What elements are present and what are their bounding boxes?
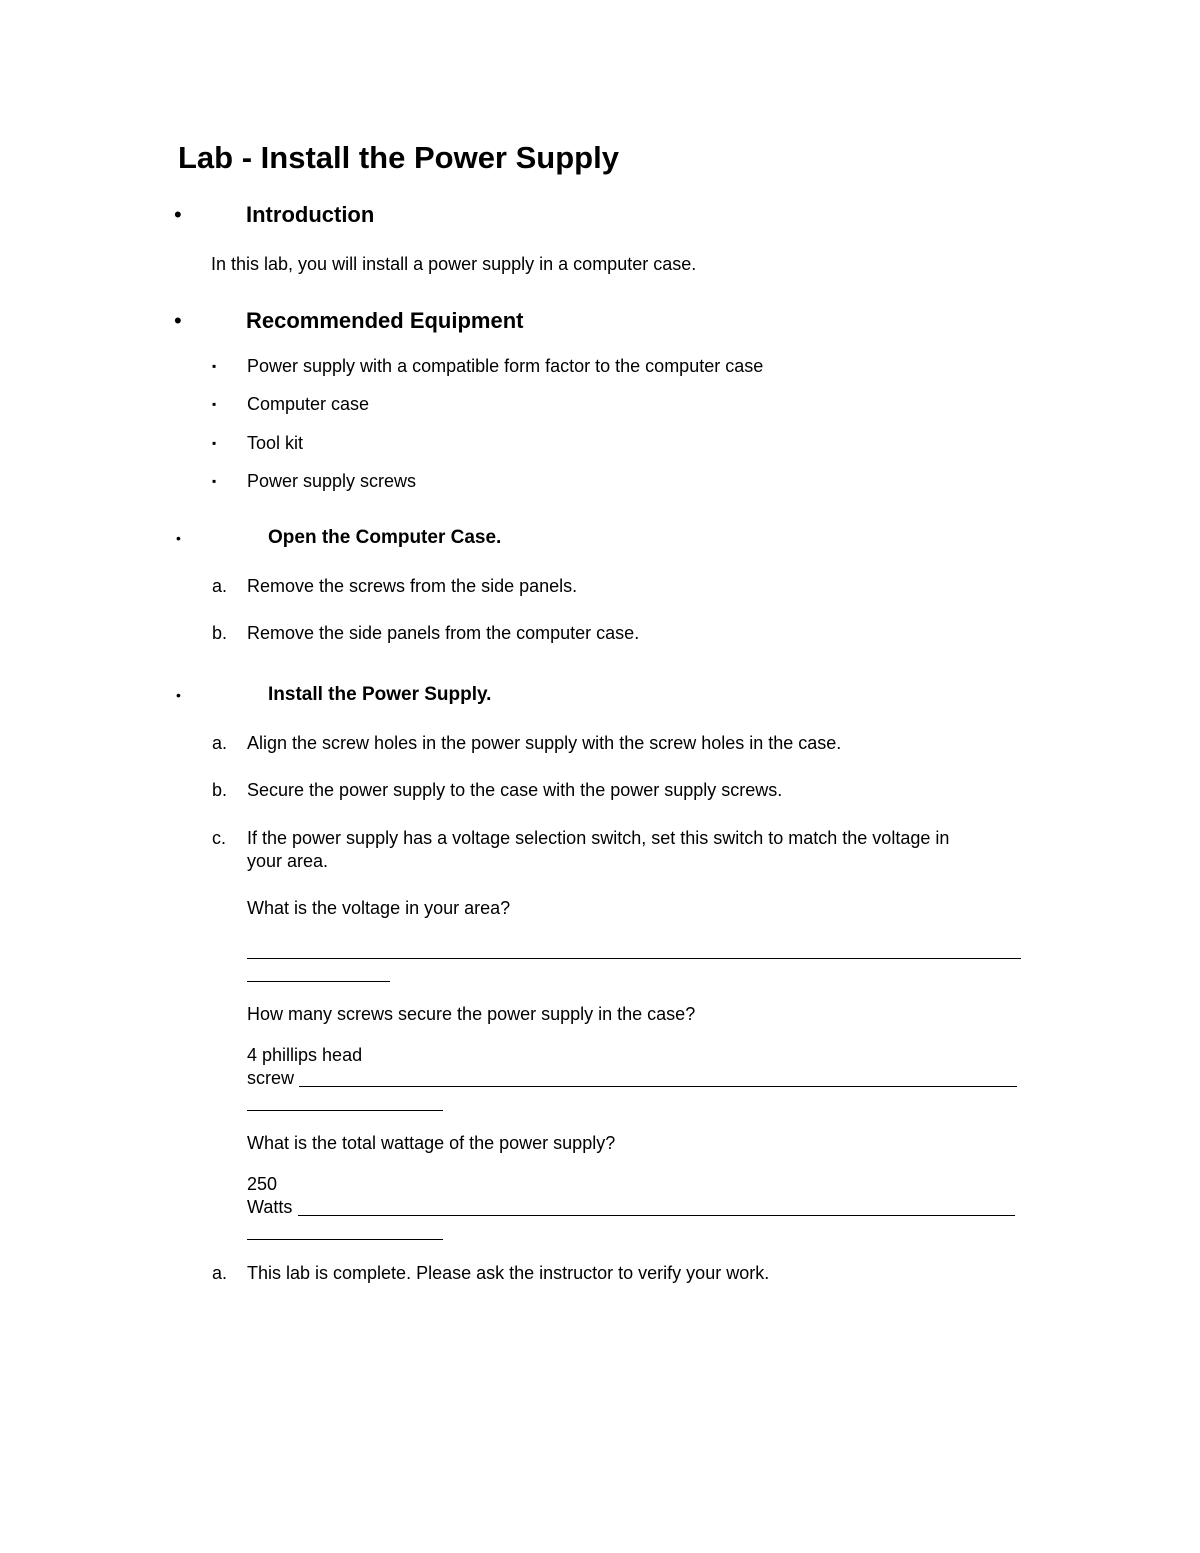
list-bullet: ▪ — [212, 397, 217, 411]
open-case-heading: Open the Computer Case. — [268, 527, 502, 548]
answer-text: screw — [247, 1068, 295, 1088]
step-text: If the power supply has a voltage selection switch, set this switch to match the voltage in — [247, 828, 950, 848]
answer-text: 250 — [247, 1174, 278, 1194]
equipment-item: Tool kit — [247, 433, 304, 453]
equipment-item: Power supply screws — [247, 471, 417, 491]
answer-text: Watts — [247, 1197, 293, 1217]
step-text-continuation: your area. — [247, 851, 329, 871]
answer-line — [247, 981, 390, 982]
introduction-text: In this lab, you will install a power supply in a computer case. — [211, 254, 697, 274]
question-text: What is the total wattage of the power supply? — [247, 1133, 616, 1153]
step-letter: b. — [212, 623, 228, 643]
step-text: Secure the power supply to the case with the power supply screws. — [247, 780, 783, 800]
step-text: Remove the screws from the side panels. — [247, 576, 578, 596]
answer-line — [247, 1110, 443, 1111]
list-bullet: ▪ — [212, 474, 217, 488]
step-letter: a. — [212, 733, 228, 753]
step-text: Align the screw holes in the power supply with the screw holes in the case. — [247, 733, 842, 753]
step-text: This lab is complete. Please ask the instructor to verify your work. — [247, 1263, 770, 1283]
section-bullet: • — [174, 202, 182, 227]
introduction-heading: Introduction — [246, 202, 375, 227]
question-text: What is the voltage in your area? — [247, 898, 511, 918]
page-title: Lab - Install the Power Supply — [178, 140, 619, 175]
step-letter: a. — [212, 576, 228, 596]
step-text: Remove the side panels from the computer case. — [247, 623, 640, 643]
question-text: How many screws secure the power supply in the case? — [247, 1004, 696, 1024]
answer-line — [247, 1239, 443, 1240]
answer-line — [299, 1086, 1017, 1087]
install-heading: Install the Power Supply. — [268, 684, 492, 705]
section-bullet: • — [176, 530, 181, 546]
equipment-heading: Recommended Equipment — [246, 308, 524, 333]
list-bullet: ▪ — [212, 436, 217, 450]
step-letter: a. — [212, 1263, 228, 1283]
answer-line — [298, 1215, 1015, 1216]
answer-line — [247, 958, 1021, 959]
step-letter: c. — [212, 828, 227, 848]
list-bullet: ▪ — [212, 359, 217, 373]
section-bullet: • — [176, 687, 181, 703]
equipment-item: Computer case — [247, 394, 370, 414]
equipment-item: Power supply with a compatible form factor to the computer case — [247, 356, 764, 376]
step-letter: b. — [212, 780, 228, 800]
section-bullet: • — [174, 308, 182, 333]
answer-text: 4 phillips head — [247, 1045, 363, 1065]
